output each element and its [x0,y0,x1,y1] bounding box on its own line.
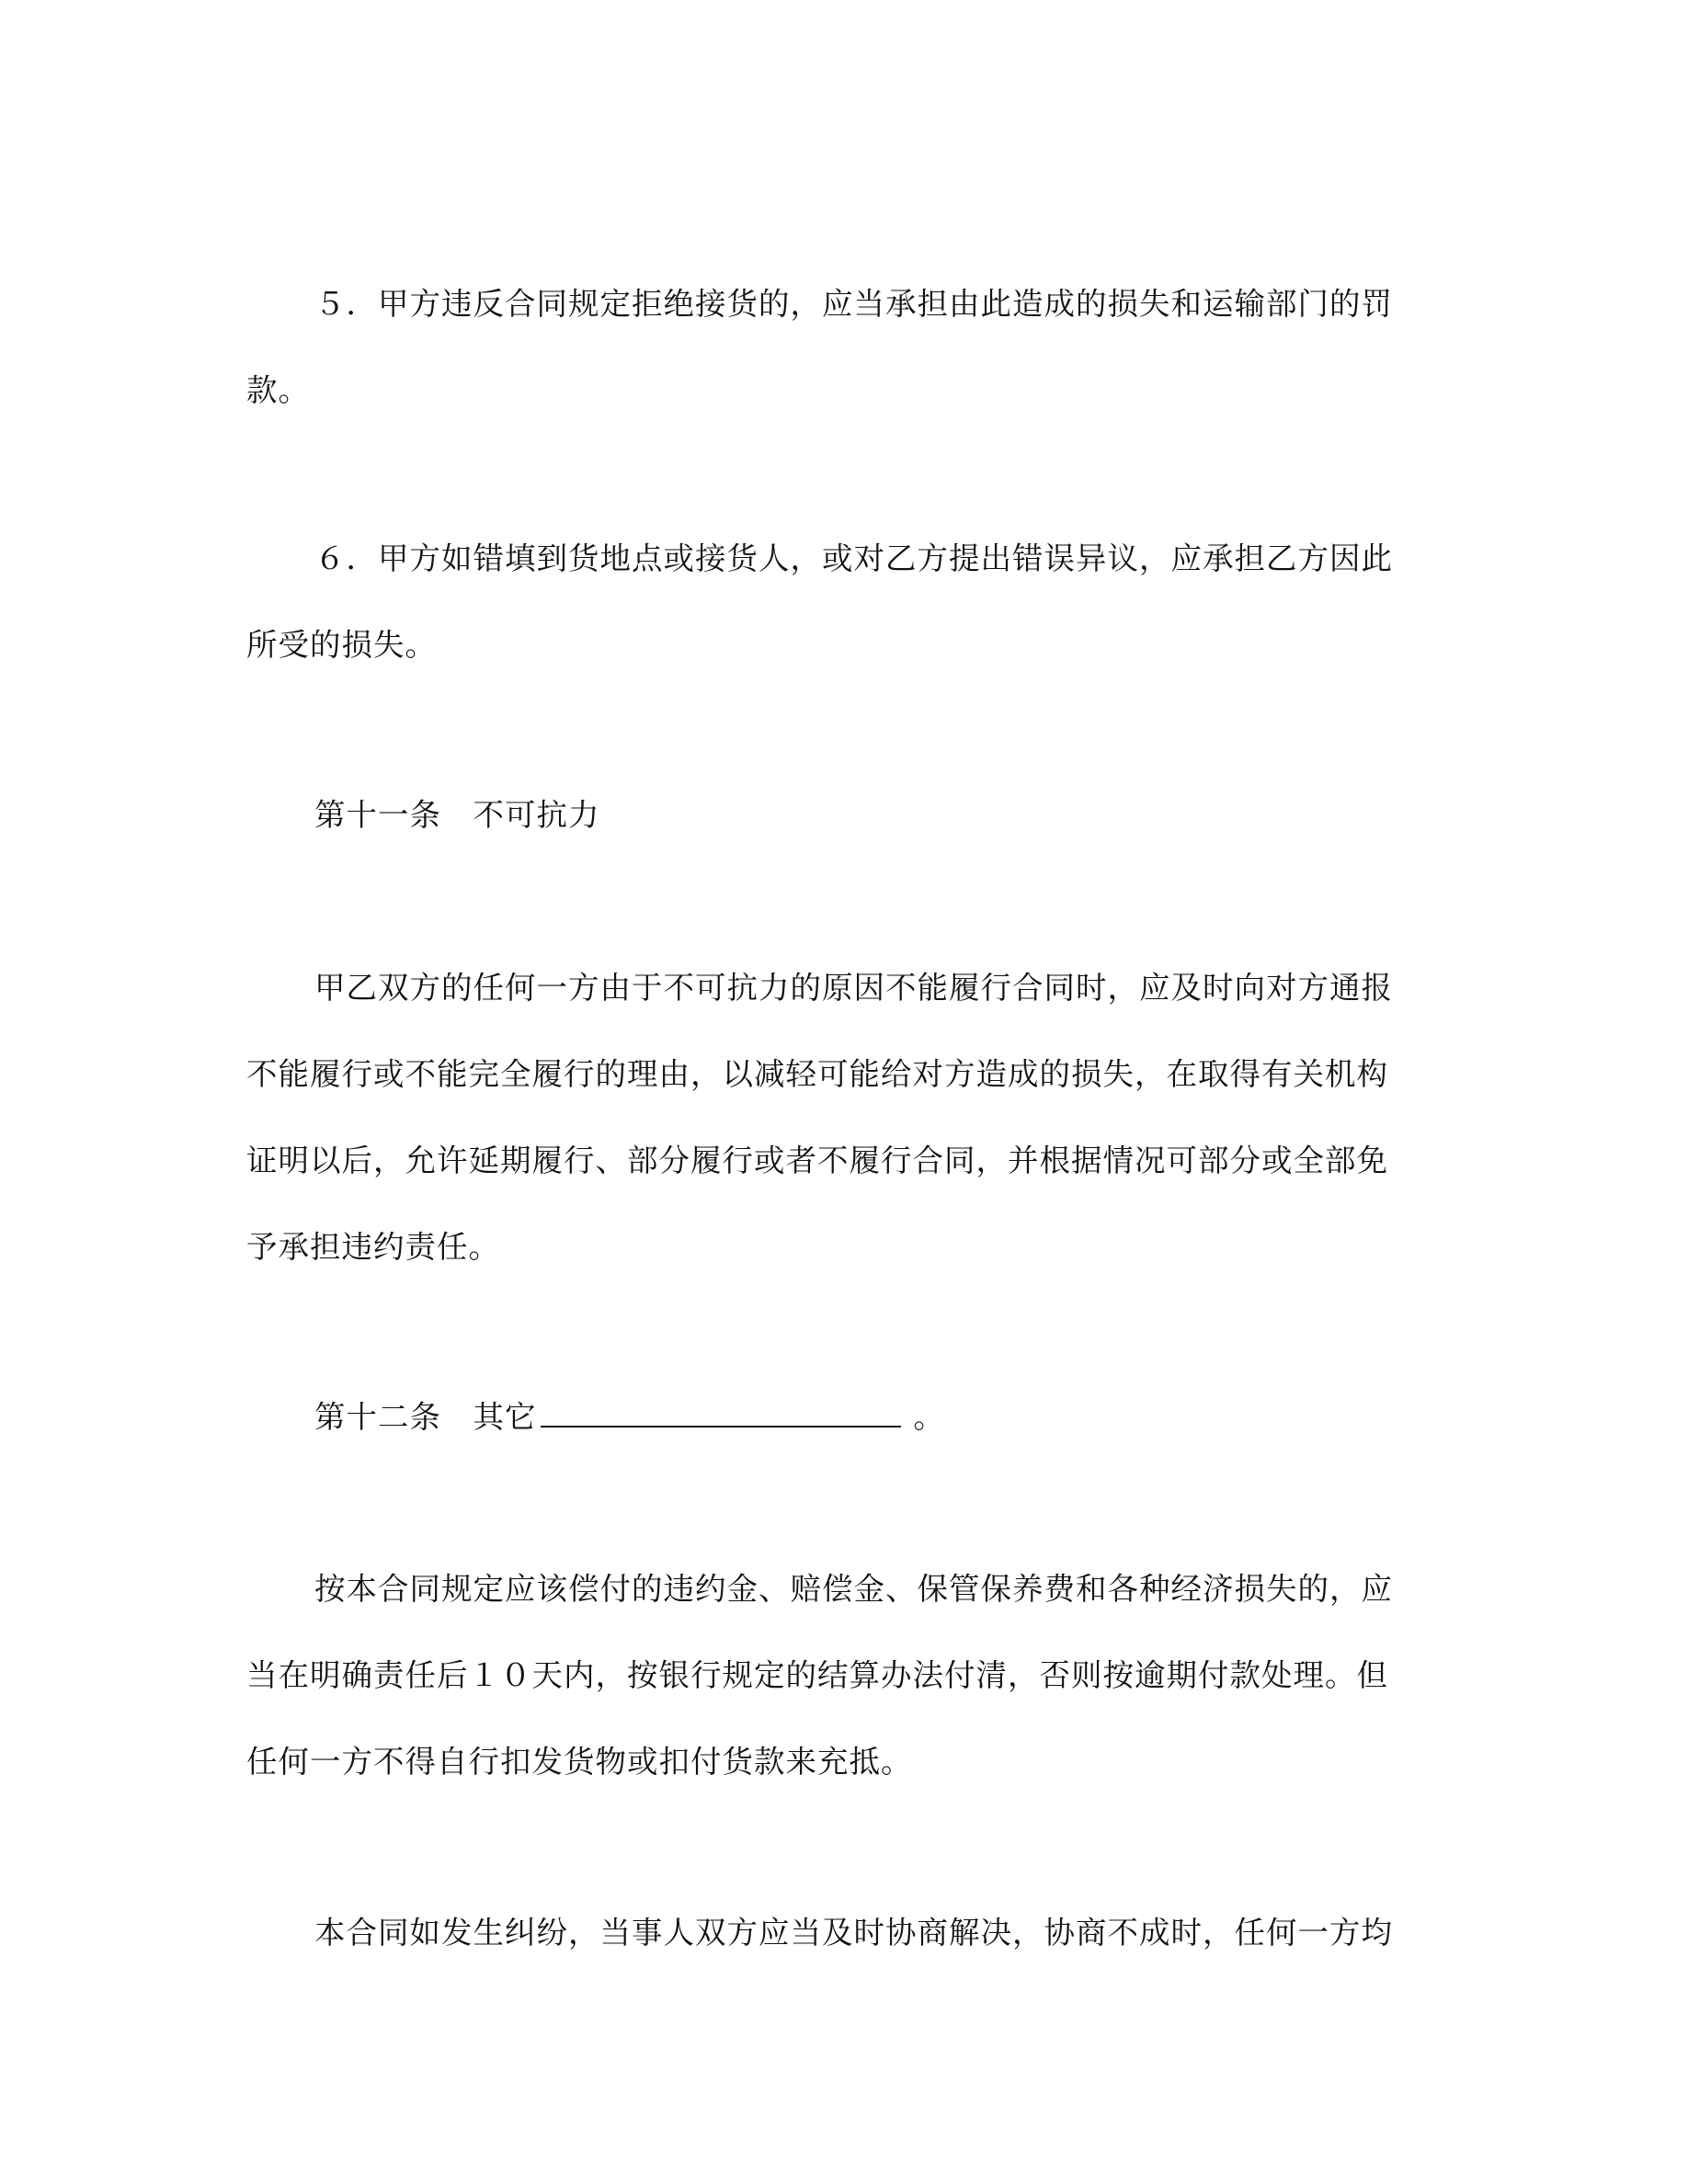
article-12-para-1-line-2: 当在明确责任后１０天内，按银行规定的结算办法付清，否则按逾期付款处理。但 [246,1657,1388,1693]
article-12-heading: 第十二条 其它 [314,1399,537,1435]
item-5-line-2: 款。 [246,372,310,408]
fill-in-blank-line [541,1398,901,1428]
item-6-line-2: 所受的损失。 [246,627,437,663]
article-11-line-3: 证明以后，允许延期履行、部分履行或者不履行合同，并根据情况可部分或全部免 [246,1143,1388,1178]
article-12-heading-end: 。 [913,1399,945,1435]
article-11-line-4: 予承担违约责任。 [246,1229,500,1265]
article-11-heading: 第十一条 不可抗力 [314,797,600,833]
article-12-para-1-line-3: 任何一方不得自行扣发货物或扣付货款来充抵。 [246,1744,913,1780]
article-11-line-1: 甲乙双方的任何一方由于不可抗力的原因不能履行合同时，应及时向对方通报 [314,970,1393,1006]
article-12-para-2-line-1: 本合同如发生纠纷，当事人双方应当及时协商解决，协商不成时，任何一方均 [314,1915,1393,1951]
article-12-para-1-line-1: 按本合同规定应该偿付的违约金、赔偿金、保管保养费和各种经济损失的，应 [314,1571,1393,1607]
article-11-line-2: 不能履行或不能完全履行的理由，以减轻可能给对方造成的损失，在取得有关机构 [246,1056,1388,1092]
article-12-heading-row [314,1398,945,1437]
item-5-line-1: ５．甲方违反合同规定拒绝接货的，应当承担由此造成的损失和运输部门的罚 [314,286,1393,322]
item-6-line-1: ６．甲方如错填到货地点或接货人，或对乙方提出错误异议，应承担乙方因此 [314,540,1393,576]
